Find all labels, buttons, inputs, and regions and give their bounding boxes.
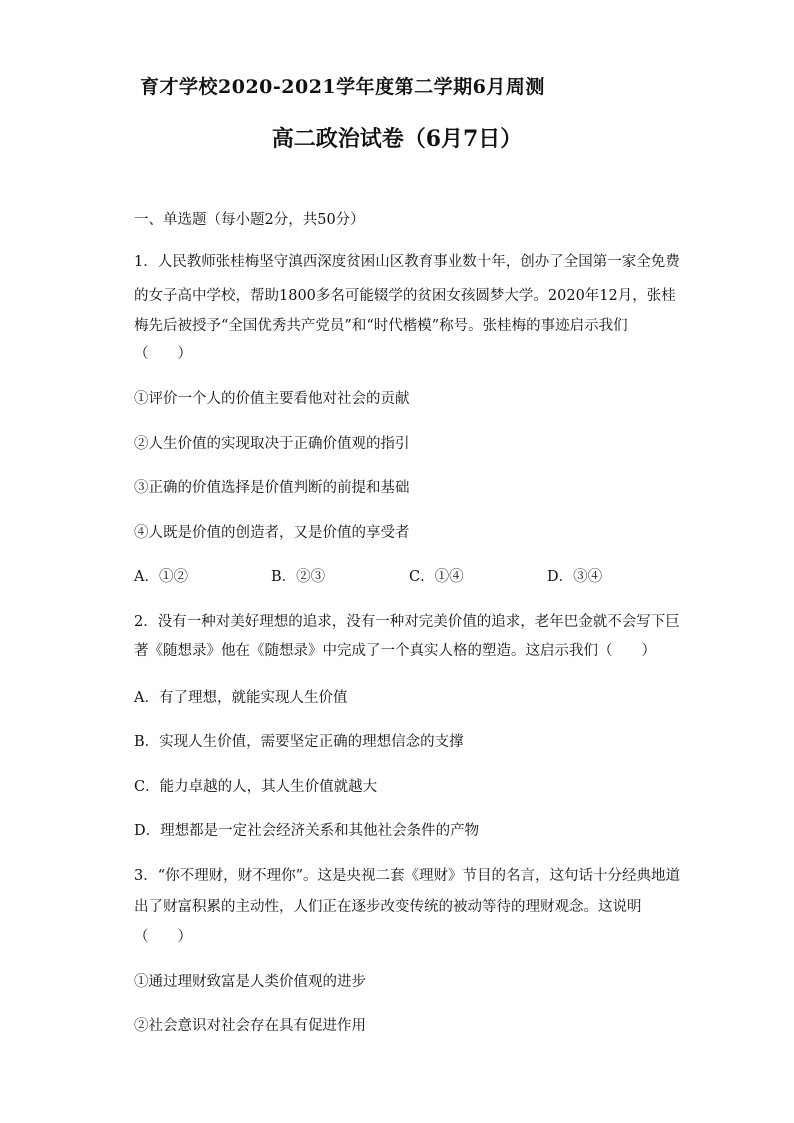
q3-answer-bracket: （ ） (134, 929, 192, 945)
q1-option-c[interactable]: C．①④ (409, 569, 464, 585)
q1-statement-1: ①评价一个人的价值主要看他对社会的贡献 (134, 391, 410, 407)
school-header: 育才学校2020-2021学年度第二学期6月周测 (140, 76, 545, 98)
q1-option-a[interactable]: A．①② (134, 569, 188, 585)
q1-option-b[interactable]: B．②③ (271, 569, 326, 585)
q1-stem-line1: 1．人民教师张桂梅坚守滇西深度贫困山区教育事业数十年，创办了全国第一家全免费 (134, 254, 680, 270)
q3-statement-1: ①通过理财致富是人类价值观的进步 (134, 974, 366, 990)
q3-stem-line2: 出了财富积累的主动性，人们正在逐步改变传统的被动等待的理财观念。这说明 (134, 899, 642, 915)
q3-stem-line1: 3．“你不理财，财不理你”。这是央视二套《理财》节目的名言，这句话十分经典地道 (134, 868, 681, 884)
exam-title: 高二政治试卷（6月7日） (271, 126, 523, 152)
q1-statement-3: ③正确的价值选择是价值判断的前提和基础 (134, 480, 410, 496)
q2-option-b[interactable]: B．实现人生价值，需要坚定正确的理想信念的支撑 (134, 734, 464, 750)
section-title: 一、单选题（每小题2分，共50分） (134, 212, 365, 228)
q1-statement-2: ②人生价值的实现取决于正确价值观的指引 (134, 436, 410, 452)
q2-stem-line1: 2．没有一种对美好理想的追求，没有一种对完美价值的追求，老年巴金就不会写下巨 (134, 614, 680, 630)
q1-answer-bracket: （ ） (134, 346, 192, 362)
q3-statement-2: ②社会意识对社会存在具有促进作用 (134, 1018, 366, 1034)
q1-statement-4: ④人既是价值的创造者，又是价值的享受者 (134, 525, 410, 541)
q1-options (134, 567, 674, 587)
q2-stem-line2: 著《随想录》他在《随想录》中完成了一个真实人格的塑造。这启示我们（ ） (134, 643, 656, 659)
q1-stem-line3: 梅先后被授予“全国优秀共产党员”和“时代楷模”称号。张桂梅的事迹启示我们 (134, 318, 628, 334)
q1-stem-line2: 的女子高中学校，帮助1800多名可能辍学的贫困女孩圆梦大学。2020年12月，张桂 (134, 288, 676, 304)
q2-option-d[interactable]: D．理想都是一定社会经济关系和其他社会条件的产物 (134, 823, 480, 839)
q2-option-c[interactable]: C．能力卓越的人，其人生价值就越大 (134, 779, 378, 795)
q2-option-a[interactable]: A．有了理想，就能实现人生价值 (134, 690, 348, 706)
q1-option-d[interactable]: D．③④ (547, 569, 603, 585)
